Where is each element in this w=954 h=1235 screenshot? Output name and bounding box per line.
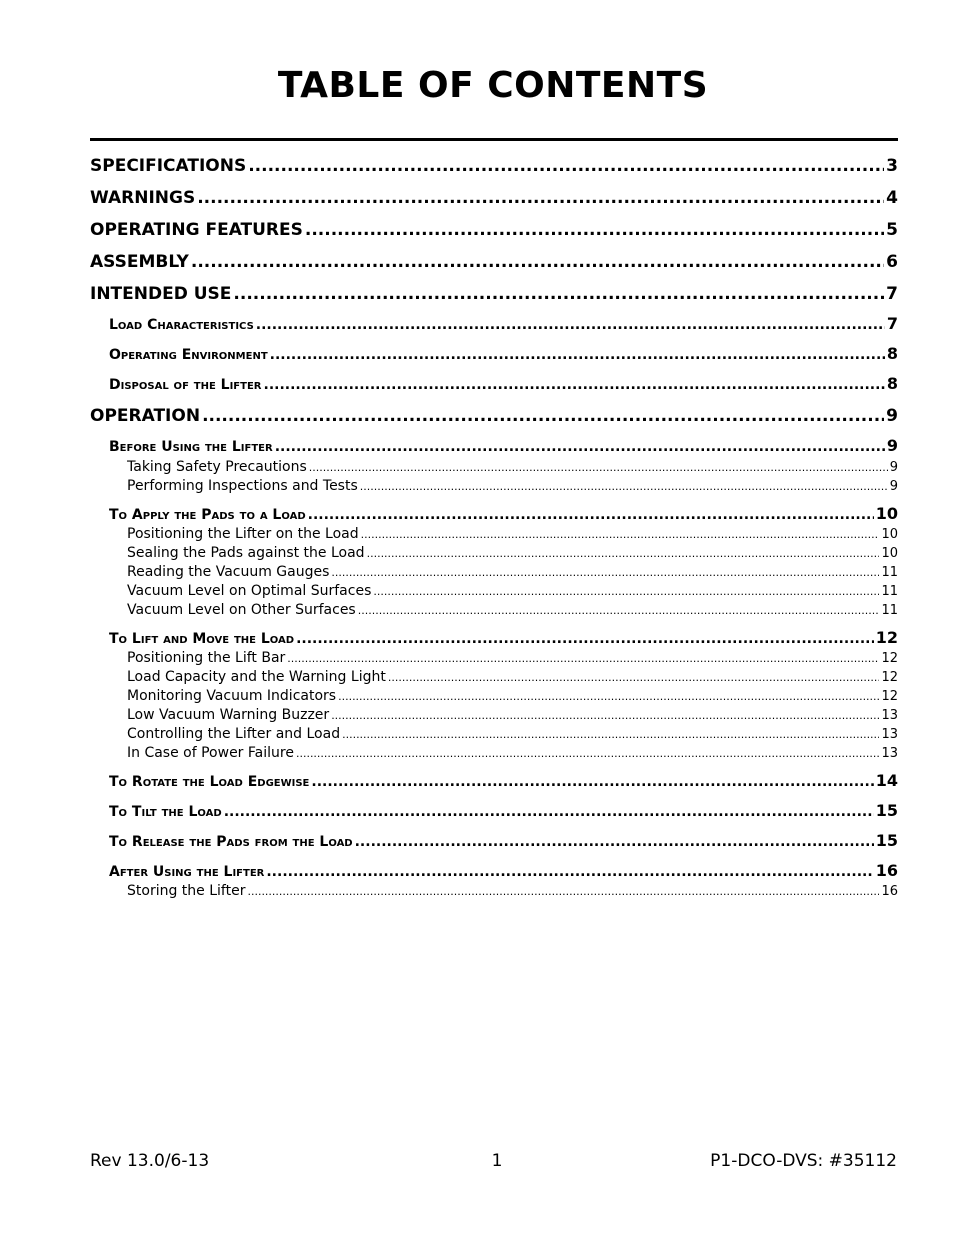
toc-dot-leader [247, 883, 879, 901]
toc-dot-leader [287, 650, 879, 668]
toc-dot-leader [355, 833, 874, 851]
toc-entry[interactable] [127, 563, 898, 582]
toc-entry[interactable] [90, 405, 898, 427]
toc-entry[interactable] [90, 187, 898, 209]
toc-entry[interactable] [127, 477, 898, 496]
toc-entry[interactable] [109, 629, 898, 648]
toc-entry-label: Performing Inspections and Tests [127, 478, 358, 494]
toc-entry-label: To Tilt the Load [109, 804, 222, 820]
toc-entry[interactable] [109, 437, 898, 456]
toc-entry-label: Sealing the Pads against the Load [127, 545, 365, 561]
toc-dot-leader [224, 803, 874, 821]
toc-dot-leader [308, 506, 874, 524]
toc-entry[interactable] [90, 155, 898, 177]
toc-entry[interactable] [127, 744, 898, 763]
toc-dot-leader [331, 564, 879, 582]
toc-entry[interactable] [127, 601, 898, 620]
toc-entry-label: Vacuum Level on Optimal Surfaces [127, 583, 372, 599]
toc-dot-leader [361, 526, 880, 544]
toc-entry-page: 9 [886, 437, 898, 455]
toc-entry-page: 9 [889, 479, 898, 494]
toc-entry-page: 16 [875, 862, 898, 880]
toc-entry[interactable] [109, 862, 898, 881]
toc-dot-leader [373, 583, 879, 601]
toc-dot-leader [270, 346, 885, 364]
toc-entry[interactable] [109, 375, 898, 394]
toc-entry[interactable] [127, 525, 898, 544]
toc-dot-leader [248, 155, 884, 177]
toc-entry-label: ASSEMBLY [90, 252, 189, 272]
toc-entry-page: 7 [886, 284, 898, 304]
toc-entry-label: Operating Environment [109, 347, 268, 363]
toc-dot-leader [296, 745, 880, 763]
toc-entry-page: 12 [881, 670, 898, 685]
toc-dot-leader [358, 602, 880, 620]
toc-dot-leader [264, 376, 885, 394]
toc-dot-leader [309, 459, 888, 477]
toc-entry-label: To Apply the Pads to a Load [109, 507, 306, 523]
toc-entry[interactable] [109, 832, 898, 851]
toc-entry[interactable] [90, 283, 898, 305]
toc-entry-label: After Using the Lifter [109, 864, 265, 880]
toc-entry-page: 11 [881, 565, 898, 580]
toc-entry[interactable] [109, 772, 898, 791]
toc-dot-leader [266, 863, 873, 881]
toc-entry-page: 13 [881, 727, 898, 742]
toc-entry-label: Low Vacuum Warning Buzzer [127, 707, 330, 723]
toc-entry-page: 15 [875, 802, 898, 820]
toc-entry[interactable] [127, 544, 898, 563]
toc-entry-label: Taking Safety Precautions [127, 459, 307, 475]
toc-dot-leader [338, 688, 879, 706]
toc-entry-label: Positioning the Lifter on the Load [127, 526, 359, 542]
toc-entry-page: 8 [886, 375, 898, 393]
toc-entry[interactable] [90, 219, 898, 241]
toc-dot-leader [342, 726, 879, 744]
toc-entry-label: OPERATING FEATURES [90, 220, 303, 240]
toc-entry-page: 12 [881, 689, 898, 704]
toc-entry-label: Storing the Lifter [127, 883, 246, 899]
toc-dot-leader [197, 187, 884, 209]
toc-dot-leader [191, 251, 884, 273]
toc-entry-page: 15 [875, 832, 898, 850]
toc-entry[interactable] [90, 251, 898, 273]
footer-revision: Rev 13.0/6-13 [90, 1151, 210, 1171]
toc-entry-label: Disposal of the Lifter [109, 377, 262, 393]
toc-entry-page: 12 [875, 629, 898, 647]
toc-entry-label: Positioning the Lift Bar [127, 650, 286, 666]
footer-document-id: P1-DCO-DVS: #35112 [710, 1151, 897, 1171]
page-title: TABLE OF CONTENTS [277, 65, 709, 106]
toc-entry-page: 14 [875, 772, 898, 790]
toc-dot-leader [388, 669, 880, 687]
toc-entry[interactable] [127, 687, 898, 706]
toc-entry-label: Monitoring Vacuum Indicators [127, 688, 337, 704]
toc-entry-label: Reading the Vacuum Gauges [127, 564, 330, 580]
toc-entry-label: Load Capacity and the Warning Light [127, 669, 386, 685]
toc-entry-page: 4 [886, 188, 898, 208]
toc-entry-label: In Case of Power Failure [127, 745, 294, 761]
toc-entry[interactable] [109, 315, 898, 334]
toc-dot-leader [331, 707, 879, 725]
toc-entry-page: 3 [886, 156, 898, 176]
toc-entry[interactable] [127, 882, 898, 901]
toc-entry-label: Controlling the Lifter and Load [127, 726, 341, 742]
footer-page-number: 1 [491, 1151, 503, 1171]
toc-entry-page: 7 [886, 315, 898, 333]
toc-entry[interactable] [109, 505, 898, 524]
toc-entry-page: 10 [881, 546, 898, 561]
toc-entry-page: 13 [881, 708, 898, 723]
toc-entry-label: Load Characteristics [109, 317, 254, 333]
toc-dot-leader [367, 545, 880, 563]
toc-entry-page: 9 [889, 460, 898, 475]
toc-entry-label: OPERATION [90, 406, 201, 426]
toc-entry-label: Before Using the Lifter [109, 439, 273, 455]
toc-dot-leader [233, 283, 884, 305]
toc-entry-page: 10 [875, 505, 898, 523]
toc-entry[interactable] [127, 582, 898, 601]
toc-dot-leader [275, 438, 885, 456]
toc-entry-page: 5 [886, 220, 898, 240]
toc-entry-page: 6 [886, 252, 898, 272]
toc-entry-label: To Release the Pads from the Load [109, 834, 353, 850]
toc-entry-page: 9 [886, 406, 898, 426]
toc-entry[interactable] [127, 458, 898, 477]
toc-dot-leader [311, 773, 873, 791]
toc-entry-page: 16 [881, 884, 898, 899]
toc-entry[interactable] [109, 802, 898, 821]
toc-dot-leader [305, 219, 884, 241]
toc-entry-page: 8 [886, 345, 898, 363]
toc-entry[interactable] [127, 706, 898, 725]
toc-entry[interactable] [127, 725, 898, 744]
toc-entry[interactable] [127, 649, 898, 668]
toc-entry-label: INTENDED USE [90, 284, 232, 304]
toc-entry-label: Vacuum Level on Other Surfaces [127, 602, 356, 618]
toc-entry-label: SPECIFICATIONS [90, 156, 247, 176]
toc-entry[interactable] [109, 345, 898, 364]
toc-dot-leader [296, 630, 874, 648]
toc-entry-page: 12 [881, 651, 898, 666]
toc-entry-page: 11 [881, 603, 898, 618]
toc-dot-leader [360, 478, 888, 496]
toc-entry[interactable] [127, 668, 898, 687]
toc-entry-page: 11 [881, 584, 898, 599]
toc-dot-leader [202, 405, 884, 427]
toc-entry-label: To Rotate the Load Edgewise [109, 774, 310, 790]
toc-entry-page: 13 [881, 746, 898, 761]
toc-dot-leader [256, 316, 885, 334]
toc-entry-label: To Lift and Move the Load [109, 631, 295, 647]
toc-entry-page: 10 [881, 527, 898, 542]
toc-entry-label: WARNINGS [90, 188, 196, 208]
